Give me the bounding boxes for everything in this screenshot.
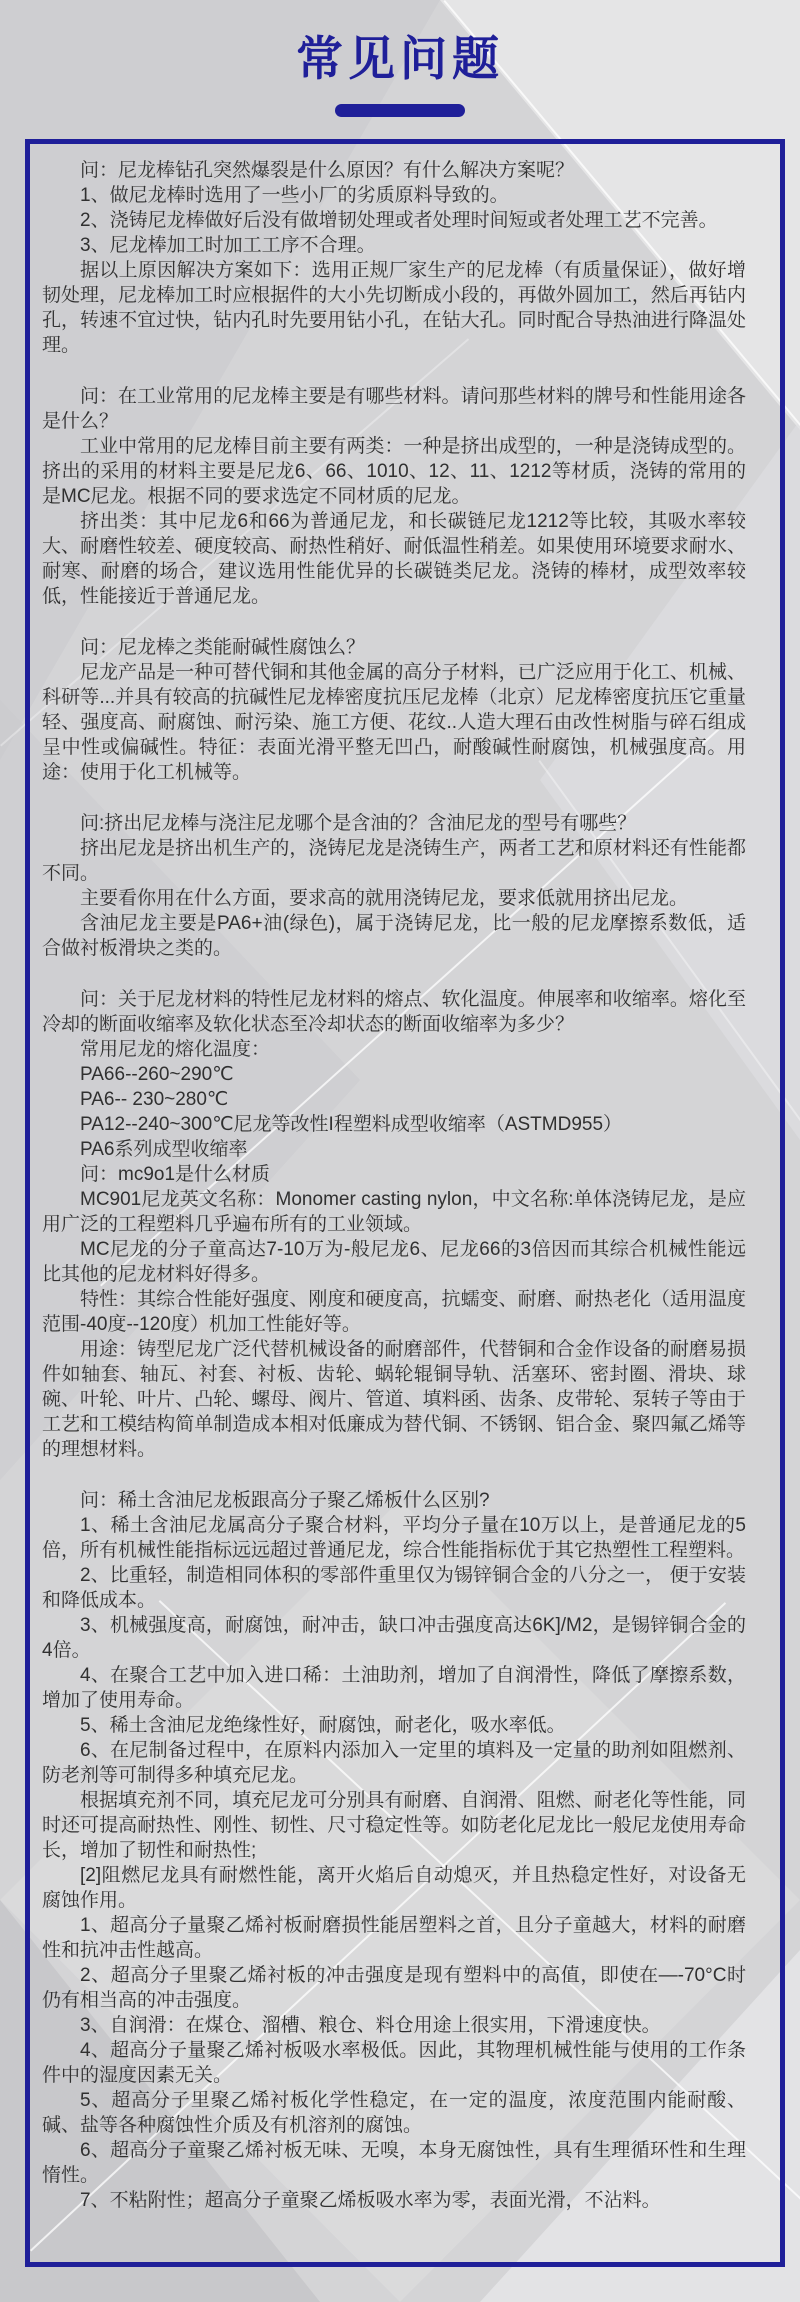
faq-answer-line: 含油尼龙主要是PA6+油(绿色)，属于浇铸尼龙，比一般的尼龙摩擦系数低，适合做衬板滑块之类的。 bbox=[42, 913, 746, 959]
faq-answer-line: PA6-- 230~280℃ bbox=[80, 1089, 229, 1110]
faq-answer-line: 根据填充剂不同，填充尼龙可分别具有耐磨、自润滑、阻燃、耐老化等性能，同时还可提高耐热性、刚性、韧性、尺寸稳定性等。如防老化尼龙比一般尼龙使用寿命长，增加了韧性和耐热性; bbox=[42, 1790, 746, 1861]
faq-answer-line: 2、超高分子里聚乙烯衬板的冲击强度是现有塑料中的高值，即使在—-70°C时仍有相当高的冲击强度。 bbox=[42, 1965, 746, 2011]
faq-card bbox=[25, 139, 785, 2267]
faq-blank-line bbox=[42, 1462, 746, 1488]
faq-answer-line: 3、尼龙棒加工时加工工序不合理。 bbox=[80, 235, 376, 256]
faq-question: 问：尼龙棒之类能耐碱性腐蚀么？ bbox=[80, 637, 366, 658]
faq-answer-line: 常用尼龙的熔化温度： bbox=[80, 1039, 271, 1060]
faq-answer-line: MC901尼龙英文名称：Monomer casting nylon，中文名称:单体浇铸尼龙，是应用广泛的工程塑料几乎遍布所有的工业领域。 bbox=[42, 1189, 746, 1235]
faq-answer-line: 4、超高分子量聚乙烯衬板吸水率极低。因此，其物理机械性能与使用的工作条件中的湿度因素无关。 bbox=[42, 2040, 746, 2086]
page-title: 常见问题 bbox=[296, 32, 504, 85]
faq-blank-line bbox=[42, 358, 746, 384]
faq-blank-line bbox=[42, 961, 746, 987]
faq-question: 问：在工业常用的尼龙棒主要是有哪些材料。请问那些材料的牌号和性能用途各是什么？ bbox=[42, 386, 746, 432]
faq-blank-line bbox=[42, 785, 746, 811]
faq-answer-line: 4、在聚合工艺中加入进口稀：土油助剂，增加了自润滑性，降低了摩擦系数，增加了使用寿命。 bbox=[42, 1665, 746, 1711]
faq-answer-line: 6、在尼制备过程中，在原料内添加入一定里的填料及一定量的助剂如阻燃剂、防老剂等可制得多种填充尼龙。 bbox=[42, 1740, 746, 1786]
faq-answer-line: 2、比重轻，制造相同体积的零部件重里仅为锡锌铜合金的八分之一， 便于安装和降低成本。 bbox=[42, 1565, 746, 1611]
faq-answer-line: 1、做尼龙棒时选用了一些小厂的劣质原料导致的。 bbox=[80, 185, 509, 206]
faq-blank-line bbox=[42, 609, 746, 635]
faq-answer-line: 5、稀土含油尼龙绝缘性好，耐腐蚀，耐老化，吸水率低。 bbox=[80, 1715, 566, 1736]
faq-answer-line: MC尼龙的分子童高达7-10万为-般尼龙6、尼龙66的3倍因而其综合机械性能远比其他的尼龙材料好得多。 bbox=[42, 1239, 746, 1285]
faq-answer-line: 3、自润滑：在煤仓、溜槽、粮仓、料仓用途上很实用，下滑速度快。 bbox=[80, 2015, 661, 2036]
faq-answer-line: 6、超高分子童聚乙烯衬板无味、无嗅，本身无腐蚀性，具有生理循环性和生理惰性。 bbox=[42, 2140, 746, 2186]
faq-answer-line: 据以上原因解决方案如下：选用正规厂家生产的尼龙棒（有质量保证），做好增韧处理，尼龙棒加工时应根据件的大小先切断成小段的，再做外圆加工，然后再钻内孔，转速不宜过快，钻内孔时先要用钻小孔，在钻大孔。同时配合导热油进行降温处理。 bbox=[42, 260, 746, 356]
faq-question: 问：尼龙棒钻孔突然爆裂是什么原因？有什么解决方案呢？ bbox=[80, 160, 575, 181]
faq-question: 问：稀土含油尼龙板跟高分子聚乙烯板什么区别? bbox=[80, 1490, 490, 1511]
faq-answer-line: 1、稀土含油尼龙属高分子聚合材料，平均分子量在10万以上，是普通尼龙的5倍，所有机械性能指标远远超过普通尼龙，综合性能指标优于其它热塑性工程塑料。 bbox=[42, 1515, 746, 1561]
faq-answer-line: 挤出尼龙是挤出机生产的，浇铸尼龙是浇铸生产，两者工艺和原材料还有性能都不同。 bbox=[42, 838, 746, 884]
faq-answer-line: 挤出类：其中尼龙6和66为普通尼龙，和长碳链尼龙1212等比较，其吸水率较大、耐磨性较差、硬度较高、耐热性稍好、耐低温性稍差。如果使用环境要求耐水、耐寒、耐磨的场合，建议选用性能优异的长碳链类尼龙。浇铸的棒材，成型效率较低，性能接近于普通尼龙。 bbox=[42, 511, 746, 607]
faq-answer-line: 5、超高分子里聚乙烯衬板化学性稳定，在一定的温度，浓度范围内能耐酸、碱、盐等各种腐蚀性介质及有机溶剂的腐蚀。 bbox=[42, 2090, 746, 2136]
faq-content bbox=[42, 158, 746, 2213]
faq-question: 问:挤出尼龙棒与浇注尼龙哪个是含油的？含油尼龙的型号有哪些？ bbox=[80, 813, 637, 834]
faq-answer-line: 尼龙产品是一种可替代铜和其他金属的高分子材料，已广泛应用于化工、机械、科研等...并具有较高的抗碱性尼龙棒密度抗压尼龙棒（北京）尼龙棒密度抗压它重量轻、强度高、耐腐蚀、耐污染、施工方便、花纹..人造大理石由改性树脂与碎石组成呈中性或偏碱性。特征：表面光滑平整无凹凸，耐酸碱性耐腐蚀，机械强度高。用途：使用于化工机械等。 bbox=[42, 662, 746, 783]
faq-answer-line: 主要看你用在什么方面，要求高的就用浇铸尼龙，要求低就用挤出尼龙。 bbox=[80, 888, 689, 909]
title-underline bbox=[335, 104, 465, 117]
faq-answer-line: 7、不粘附性；超高分子童聚乙烯板吸水率为零，表面光滑，不沾料。 bbox=[80, 2190, 661, 2211]
faq-answer-line: 2、浇铸尼龙棒做好后没有做增韧处理或者处理时间短或者处理工艺不完善。 bbox=[80, 210, 718, 231]
faq-answer-line: 特性：其综合性能好强度、刚度和硬度高，抗蠕变、耐磨、耐热老化（适用温度范围-40度--120度）机加工性能好等。 bbox=[42, 1289, 746, 1335]
faq-answer-line: PA6系列成型收缩率 bbox=[80, 1139, 248, 1160]
faq-question: 问：mc9o1是什么材质 bbox=[80, 1164, 271, 1185]
faq-answer-line: [2]阻燃尼龙具有耐燃性能，离开火焰后自动熄灭，并且热稳定性好，对设备无腐蚀作用。 bbox=[42, 1865, 746, 1911]
faq-answer-line: PA66--260~290℃ bbox=[80, 1064, 234, 1085]
faq-answer-line: 用途：铸型尼龙广泛代替机械设备的耐磨部件，代替铜和合金作设备的耐磨易损件如轴套、轴瓦、衬套、衬板、齿轮、蜗轮辊铜导轨、活塞环、密封圈、滑块、球碗、叶轮、叶片、凸轮、螺母、阀片、管道、填料函、齿条、皮带轮、泵转子等由于工艺和工模结构简单制造成本相对低廉成为替代铜、不锈钢、铝合金、聚四氟乙烯等的理想材料。 bbox=[42, 1339, 746, 1460]
faq-answer-line: 1、超高分子量聚乙烯衬板耐磨损性能居塑料之首，且分子童越大，材料的耐磨性和抗冲击性越高。 bbox=[42, 1915, 746, 1961]
faq-question: 问：关于尼龙材料的特性尼龙材料的熔点、软化温度。伸展率和收缩率。熔化至冷却的断面收缩率及软化状态至冷却状态的断面收缩率为多少？ bbox=[42, 989, 746, 1035]
faq-answer-line: 工业中常用的尼龙棒目前主要有两类：一种是挤出成型的，一种是浇铸成型的。挤出的采用的材料主要是尼龙6、66、1010、12、11、1212等材质，浇铸的常用的是MC尼龙。根据不同的要求选定不同材质的尼龙。 bbox=[42, 436, 746, 507]
faq-answer-line: 3、机械强度高，耐腐蚀，耐冲击，缺口冲击强度高达6K]/M2，是锡锌铜合金的4倍。 bbox=[42, 1615, 746, 1661]
faq-answer-line: PA12--240~300℃尼龙等改性I程塑料成型收缩率（ASTMD955） bbox=[80, 1114, 623, 1135]
